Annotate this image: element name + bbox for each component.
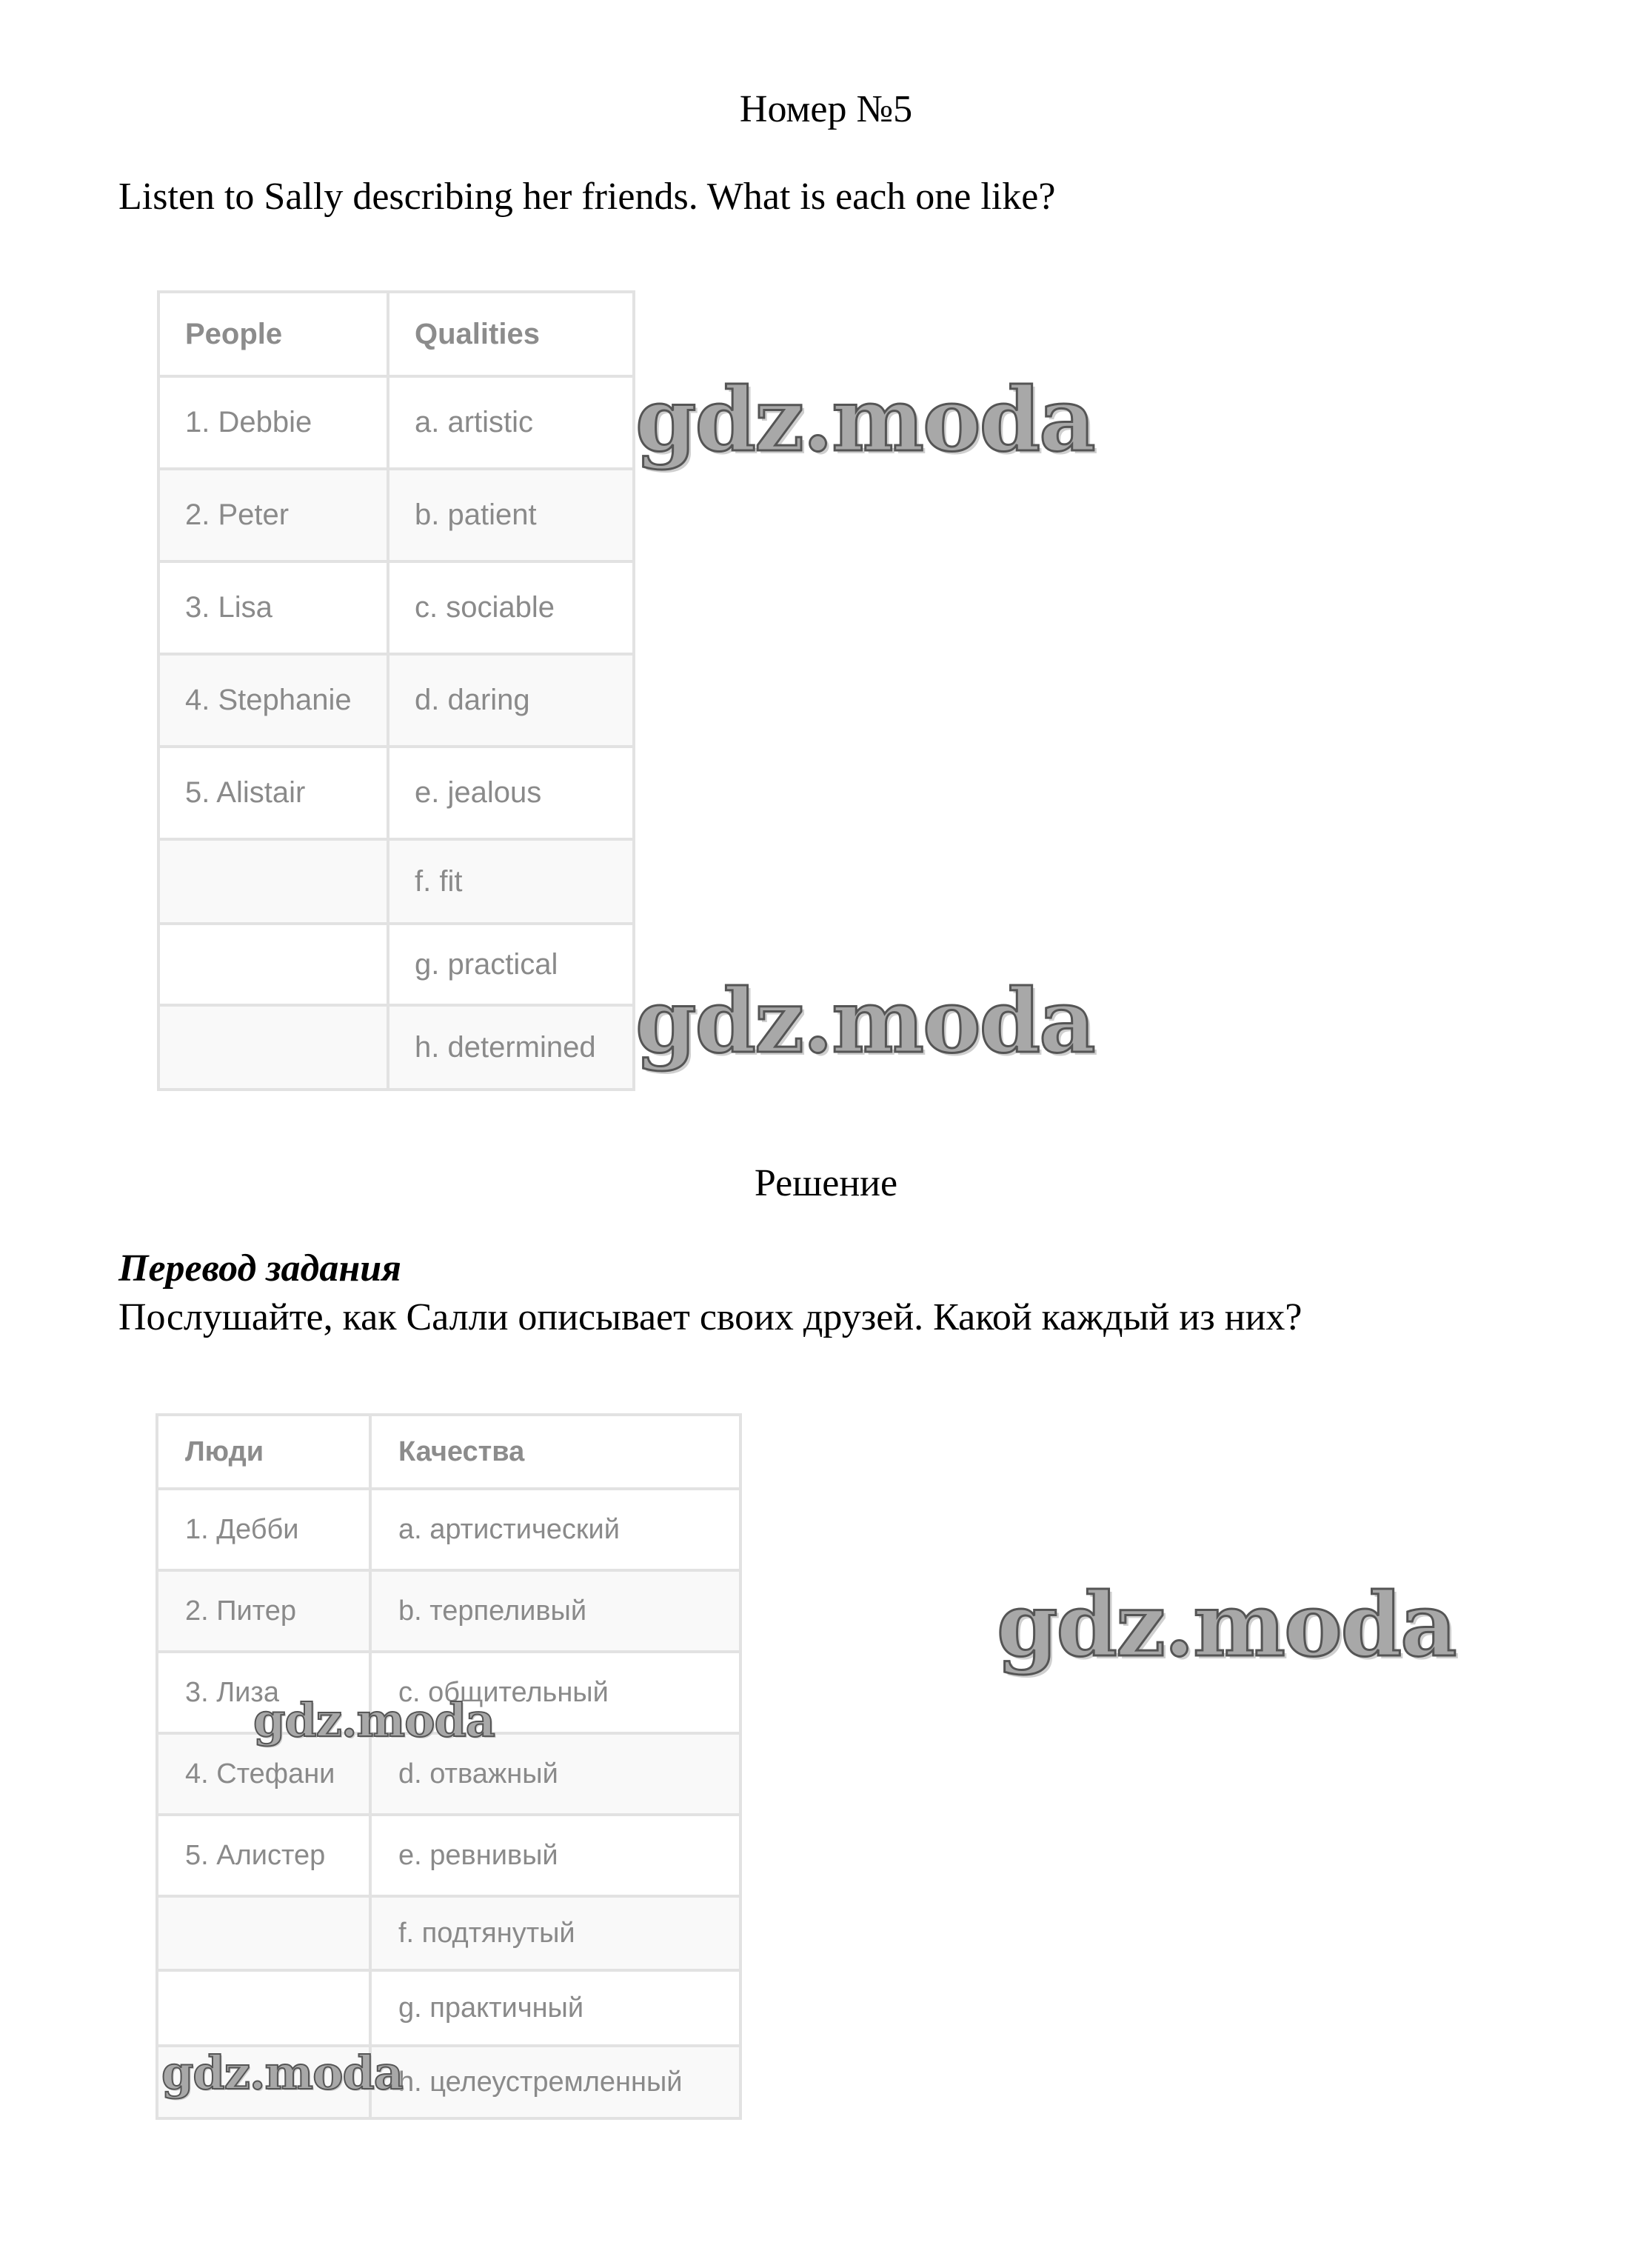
table-row: [157, 1570, 740, 1652]
table-cell-person: 2. Питер: [157, 1570, 370, 1652]
table-cell-quality: c. sociable: [388, 561, 634, 654]
table-cell-person: 4. Stephanie: [158, 654, 388, 747]
task-table: [157, 290, 635, 1091]
table-cell-person: 5. Alistair: [158, 747, 388, 839]
watermark: gdz.moda: [161, 2046, 403, 2100]
table-cell-person: [157, 1896, 370, 1970]
table-cell-person: [158, 924, 388, 1005]
table-header-people: Люди: [157, 1415, 370, 1489]
table-cell-person: 1. Debbie: [158, 376, 388, 469]
table-cell-quality: g. практичный: [370, 1970, 740, 2046]
table-cell-quality: e. ревнивый: [370, 1815, 740, 1896]
table-row: [158, 561, 634, 654]
table-row: [158, 469, 634, 561]
table-cell-quality: d. daring: [388, 654, 634, 747]
table-row: [157, 1896, 740, 1970]
table-header-qualities: Qualities: [388, 292, 634, 376]
table-cell-person: 5. Алистер: [157, 1815, 370, 1896]
table-cell-person: 3. Lisa: [158, 561, 388, 654]
table-cell-person: 4. Стефани: [157, 1733, 370, 1815]
watermark: gdz.moda: [253, 1693, 495, 1747]
translation-text: Послушайте, как Салли описывает своих друзей. Какой каждый из них?: [118, 1296, 1302, 1338]
table-row: [158, 654, 634, 747]
table-cell-quality: f. подтянутый: [370, 1896, 740, 1970]
exercise-heading: Номер №5: [739, 88, 913, 130]
table-row: [157, 1970, 740, 2046]
table-row: [157, 1489, 740, 1570]
table-cell-quality: b. терпеливый: [370, 1570, 740, 1652]
table-cell-quality: h. determined: [388, 1005, 634, 1090]
table-header-qualities: Качества: [370, 1415, 740, 1489]
table-cell-person: [157, 1970, 370, 2046]
table-cell-quality: b. patient: [388, 469, 634, 561]
table-header-row: [158, 292, 634, 376]
table-cell-quality: f. fit: [388, 839, 634, 924]
table-cell-quality: a. артистический: [370, 1489, 740, 1570]
table-cell-person: 3. Лиза: [157, 1652, 370, 1733]
watermark: gdz.moda: [635, 970, 1094, 1073]
task-instruction: Listen to Sally describing her friends. What is each one like?: [118, 176, 1056, 218]
translation-table: [155, 1413, 742, 2120]
table-cell-person: [158, 1005, 388, 1090]
table-row: [158, 839, 634, 924]
table-cell-quality: e. jealous: [388, 747, 634, 839]
solution-heading: Решение: [754, 1162, 898, 1204]
table-cell-quality: a. artistic: [388, 376, 634, 469]
table-row: [158, 1005, 634, 1090]
table-cell-quality: c. общительный: [370, 1652, 740, 1733]
table-row: [158, 747, 634, 839]
table-header-people: People: [158, 292, 388, 376]
table-row: [158, 376, 634, 469]
table-cell-person: 1. Дебби: [157, 1489, 370, 1570]
watermark: gdz.moda: [635, 368, 1094, 471]
table-cell-quality: d. отважный: [370, 1733, 740, 1815]
translation-title: Перевод задания: [118, 1247, 401, 1290]
table-cell-person: 2. Peter: [158, 469, 388, 561]
table-row: [157, 1815, 740, 1896]
table-cell-person: [158, 839, 388, 924]
table-cell-quality: h. целеустремленный: [370, 2046, 740, 2118]
table-row: [158, 924, 634, 1005]
table-header-row: [157, 1415, 740, 1489]
table-cell-quality: g. practical: [388, 924, 634, 1005]
watermark: gdz.moda: [997, 1573, 1456, 1676]
